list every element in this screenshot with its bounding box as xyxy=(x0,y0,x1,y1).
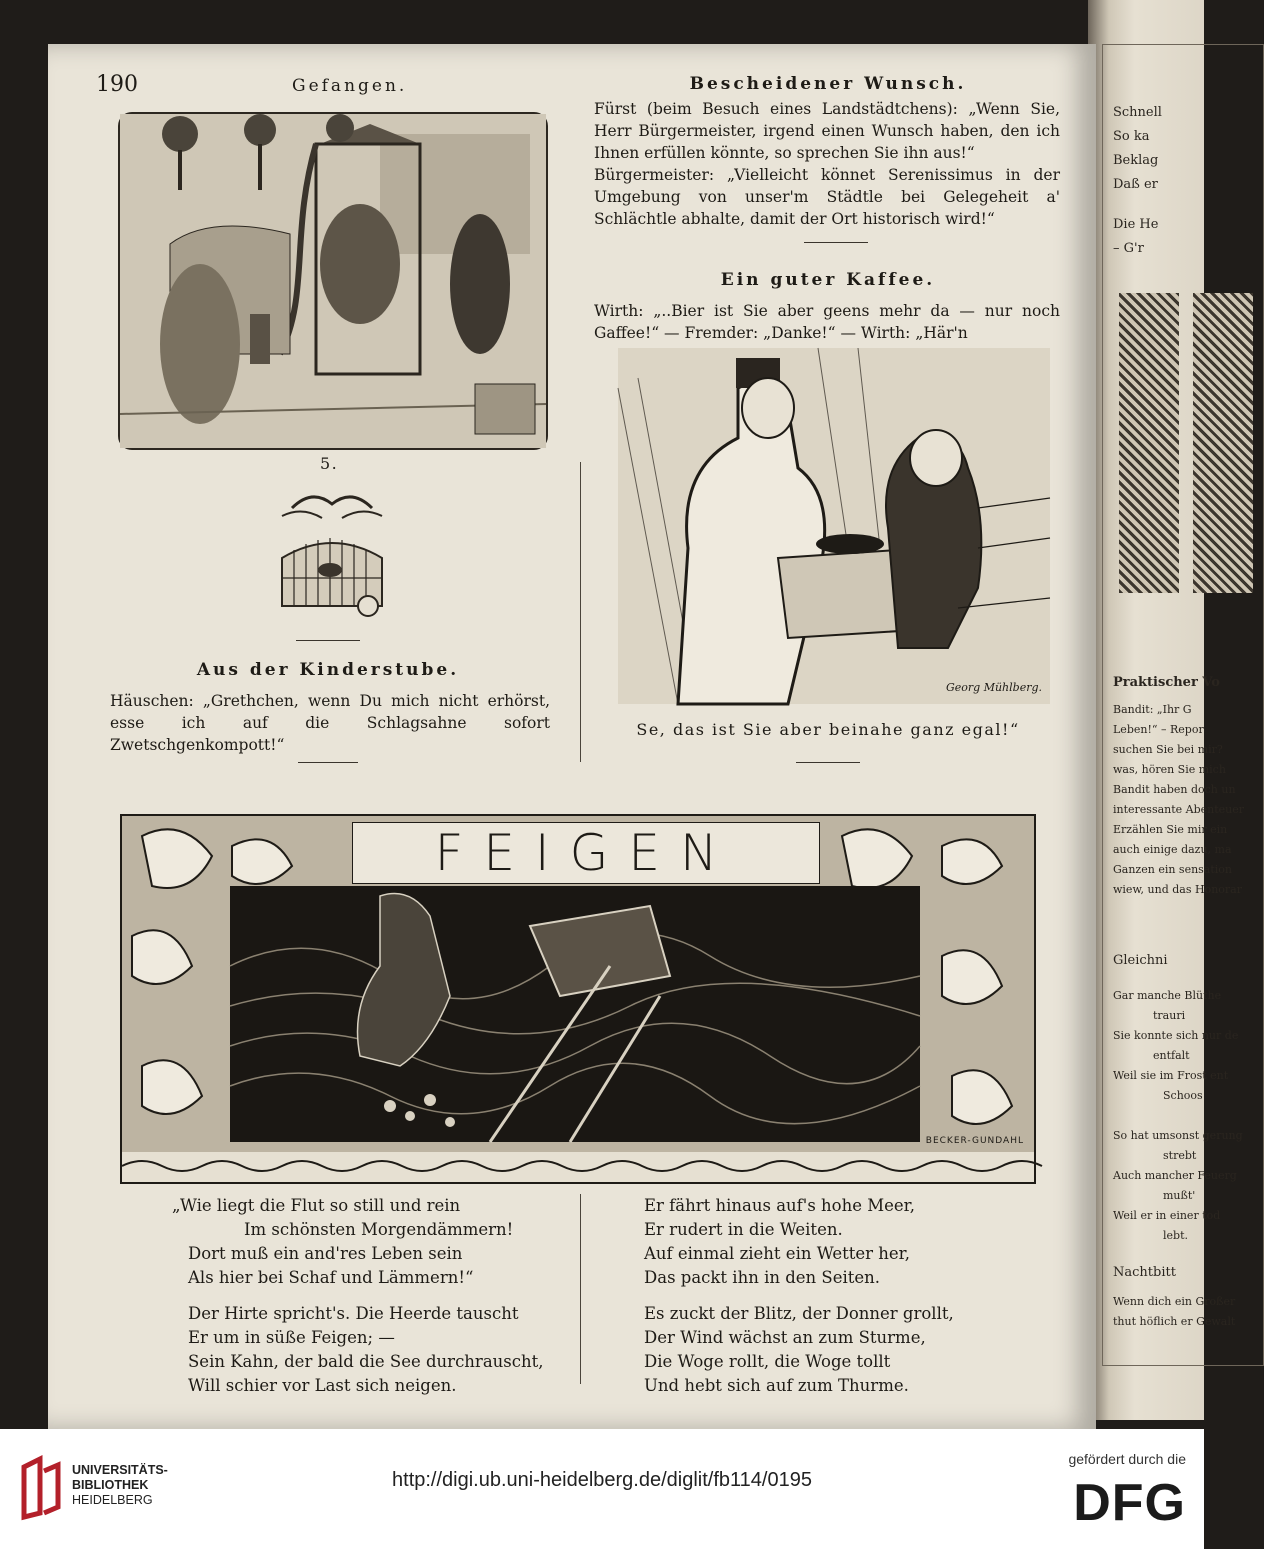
divider xyxy=(796,762,860,763)
adjacent-text-line: mußt' xyxy=(1163,1189,1196,1202)
adjacent-ornament-image xyxy=(1193,293,1253,593)
divider xyxy=(296,640,360,641)
poem-right-stanza-1 xyxy=(644,1194,1044,1290)
adjacent-ornament-image xyxy=(1119,293,1179,593)
adjacent-text-line: So hat umsonst gerung xyxy=(1113,1129,1243,1142)
poem-left-stanza-2 xyxy=(172,1302,572,1398)
poem-right-stanza-2 xyxy=(644,1302,1044,1398)
adjacent-text-line: Nachtbitt xyxy=(1113,1265,1176,1280)
poem-line: Die Woge rollt, die Woge tollt xyxy=(644,1352,891,1371)
poem-line: Im schönsten Morgendämmern! xyxy=(244,1220,514,1239)
banner-title: FEIGEN xyxy=(352,822,820,884)
dfg-logo: DFG xyxy=(1073,1474,1186,1532)
text-bescheidener-wunsch-1: Fürst (beim Besuch eines Landstädtchens): „Wenn Sie, Herr Bürgermeister, irgend einen Wunsch haben, den ich Ihnen erfüllen könnte, so sprechen Sie ihn aus!“ xyxy=(594,100,1060,162)
text-aus-der-kinderstube: Häuschen: „Grethchen, wenn Du mich nicht erhörst, esse ich auf die Schlagsahne sofort Zwetschgenkompott!“ xyxy=(110,692,550,754)
adjacent-text-line: lebt. xyxy=(1163,1229,1188,1242)
figure-number: 5. xyxy=(320,454,339,473)
poem-line: Der Wind wächst an zum Sturme, xyxy=(644,1328,926,1347)
adjacent-text-line: Sie konnte sich nur de xyxy=(1113,1029,1239,1042)
divider xyxy=(298,762,358,763)
adjacent-text-line: wiew, und das Honorar xyxy=(1113,883,1242,896)
courtyard-drawing xyxy=(120,114,546,448)
adjacent-text-line: auch einige dazu, ma xyxy=(1113,843,1232,856)
illustration-courtyard-scene xyxy=(118,112,548,450)
birdcage-icon xyxy=(272,488,392,620)
adjacent-text-line: Weil er in einer tod xyxy=(1113,1209,1221,1222)
adjacent-text-line: interessante Abenteuer xyxy=(1113,803,1245,816)
divider xyxy=(804,242,868,243)
banner-signature: BECKER-GUNDAHL xyxy=(925,1136,1024,1146)
feigen-banner xyxy=(120,814,1036,1184)
library-name-line-1: UNIVERSITÄTS- xyxy=(72,1463,168,1477)
poem-left-column xyxy=(172,1194,572,1398)
poem-line: Er rudert in die Weiten. xyxy=(644,1220,843,1239)
adjacent-text-line: Leben!“ – Repor xyxy=(1113,723,1204,736)
adjacent-text-line: Gleichni xyxy=(1113,953,1168,968)
adjacent-text-line: – G'r xyxy=(1113,241,1144,256)
adjacent-text-line: Schoos xyxy=(1163,1089,1203,1102)
banner-storm-scene xyxy=(230,886,920,1142)
poem-line: Auf einmal zieht ein Wetter her, xyxy=(644,1244,910,1263)
library-name-line-2: BIBLIOTHEK xyxy=(72,1478,149,1492)
adjacent-text-line: So ka xyxy=(1113,129,1150,144)
adjacent-text-line: trauri xyxy=(1153,1009,1186,1022)
poem-line: Es zuckt der Blitz, der Donner grollt, xyxy=(644,1304,954,1323)
adjacent-text-line: Ganzen ein sensation xyxy=(1113,863,1233,876)
poem-line: Er fährt hinaus auf's hohe Meer, xyxy=(644,1196,915,1215)
adjacent-text-line: Praktischer Vo xyxy=(1113,675,1220,690)
adjacent-page-frame xyxy=(1102,44,1264,1366)
library-name-line-3: HEIDELBERG xyxy=(72,1493,153,1507)
adjacent-text-line: strebt xyxy=(1163,1149,1197,1162)
column-separator xyxy=(580,462,581,762)
adjacent-text-line: Schnell xyxy=(1113,105,1162,120)
poem-line: Das packt ihn in den Seiten. xyxy=(644,1268,881,1287)
poem-line: Der Hirte spricht's. Die Heerde tauscht xyxy=(188,1304,519,1323)
text-ein-guter-kaffee: Wirth: „..Bier ist Sie aber geens mehr da — nur noch Gaffee!“ — Fremder: „Danke!“ — Wirth: „Här'n xyxy=(594,302,1060,342)
poem-line: Und hebt sich auf zum Thurme. xyxy=(644,1376,909,1395)
text-bescheidener-wunsch-2: Bürgermeister: „Vielleicht könnet Serenissimus in der Umgebung von unser'm Städtle bei Gelegeheit a' Schlächtle abhalte, damit der Ort historisch wird!“ xyxy=(594,166,1060,228)
section-title-bescheidener-wunsch: Bescheidener Wunsch. xyxy=(689,74,967,94)
permalink-url[interactable]: http://digi.ub.uni-heidelberg.de/diglit/fb114/0195 xyxy=(392,1469,812,1491)
poem-line: „Wie liegt die Flut so still und rein xyxy=(172,1196,461,1215)
adjacent-text-line: thut höflich er Gewalt xyxy=(1113,1315,1236,1328)
adjacent-text-line: Beklag xyxy=(1113,153,1159,168)
birdcage-vignette xyxy=(272,488,392,620)
digitization-footer xyxy=(0,1429,1204,1549)
adjacent-text-line: Daß er xyxy=(1113,177,1158,192)
adjacent-text-line: Auch mancher Feuerg xyxy=(1113,1169,1237,1182)
poem-right-column xyxy=(644,1194,1044,1398)
adjacent-text-line: Bandit: „Ihr G xyxy=(1113,703,1192,716)
adjacent-text-line: entfalt xyxy=(1153,1049,1190,1062)
adjacent-text-line: Gar manche Blüthe xyxy=(1113,989,1222,1002)
section-title-ein-guter-kaffee: Ein guter Kaffee. xyxy=(720,270,936,290)
page-number: 190 xyxy=(96,72,138,97)
poem-line: Will schier vor Last sich neigen. xyxy=(188,1376,457,1395)
poem-line: Dort muß ein and'res Leben sein xyxy=(188,1244,463,1263)
adjacent-text-line: Bandit haben doch un xyxy=(1113,783,1236,796)
adjacent-text-line: Weil sie im Frost ent xyxy=(1113,1069,1229,1082)
storm-sea-drawing xyxy=(230,886,920,1142)
adjacent-text-line: Erzählen Sie mir ein xyxy=(1113,823,1228,836)
poem-line: Als hier bei Schaf und Lämmern!“ xyxy=(188,1268,474,1287)
poem-column-separator xyxy=(580,1194,581,1384)
adjacent-text-line: was, hören Sie mich xyxy=(1113,763,1226,776)
poem-line: Er um in süße Feigen; — xyxy=(188,1328,395,1347)
caption-cafe: Se, das ist Sie aber beinahe ganz egal!“ xyxy=(636,720,1020,739)
adjacent-text-line: Die He xyxy=(1113,217,1159,232)
cafe-drawing xyxy=(618,348,1050,704)
adjacent-page xyxy=(1088,0,1245,1420)
scanned-page xyxy=(48,44,1096,1429)
running-title: Gefangen. xyxy=(292,76,408,96)
section-title-aus-der-kinderstube: Aus der Kinderstube. xyxy=(196,660,460,680)
illustration-signature: Georg Mühlberg. xyxy=(945,681,1042,694)
funding-label: gefördert durch die xyxy=(1068,1451,1186,1467)
adjacent-text-line: suchen Sie bei mir? xyxy=(1113,743,1223,756)
poem-left-stanza-1 xyxy=(172,1194,572,1290)
illustration-cafe-scene xyxy=(618,348,1050,704)
poem-line: Sein Kahn, der bald die See durchrauscht, xyxy=(188,1352,544,1371)
adjacent-text-line: Wenn dich ein Großer xyxy=(1113,1295,1236,1308)
